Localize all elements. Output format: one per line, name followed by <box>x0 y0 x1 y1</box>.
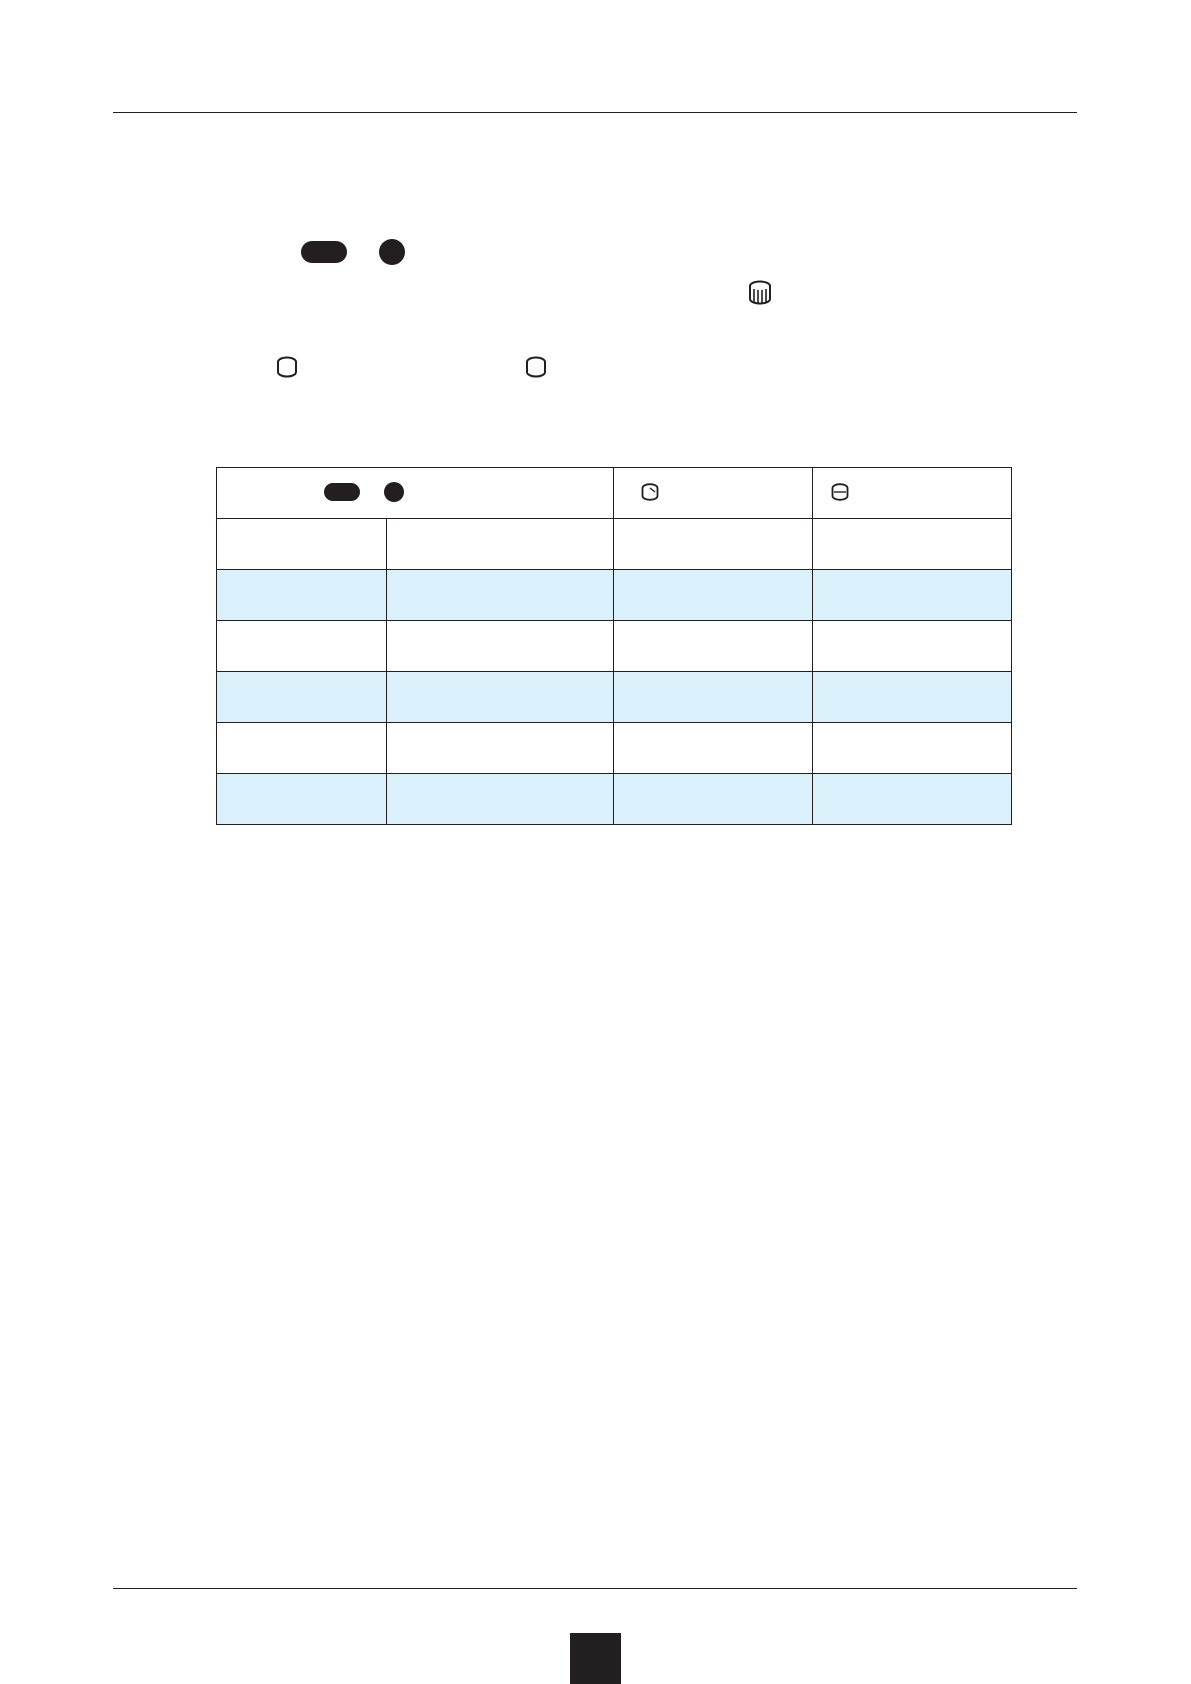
settings-table <box>216 467 1012 825</box>
pill-button-icon <box>324 483 360 501</box>
knurled-knob-icon <box>748 280 772 306</box>
table-cell <box>813 672 1012 723</box>
table-header-cell <box>813 468 1012 519</box>
table-cell <box>614 774 813 825</box>
table-cell <box>217 621 387 672</box>
table-cell <box>387 519 614 570</box>
table-cell <box>217 672 387 723</box>
page-number-tab <box>570 1633 621 1684</box>
table-row <box>217 621 1012 672</box>
table-cell <box>813 621 1012 672</box>
table-header-row <box>217 468 1012 519</box>
round-button-icon <box>379 239 405 265</box>
table-cell <box>614 621 813 672</box>
table-cell <box>813 570 1012 621</box>
table-header-cell <box>217 468 614 519</box>
table-row <box>217 672 1012 723</box>
knob-icon <box>525 356 547 378</box>
table-cell <box>387 672 614 723</box>
footer-rule <box>113 1588 1077 1589</box>
table-cell <box>614 519 813 570</box>
table-cell <box>387 570 614 621</box>
table-cell <box>813 723 1012 774</box>
header-rule <box>113 112 1077 113</box>
table-row <box>217 570 1012 621</box>
table-row <box>217 519 1012 570</box>
round-button-icon <box>384 482 404 502</box>
table-cell <box>813 774 1012 825</box>
table-cell <box>614 723 813 774</box>
table-cell <box>387 723 614 774</box>
table-cell <box>217 519 387 570</box>
table-cell <box>387 621 614 672</box>
knob-icon <box>831 483 849 501</box>
table-cell <box>217 570 387 621</box>
table-cell <box>387 774 614 825</box>
table-cell <box>813 519 1012 570</box>
table-cell <box>217 774 387 825</box>
knob-icon <box>641 483 659 501</box>
table-cell <box>614 570 813 621</box>
table-header-cell <box>614 468 813 519</box>
table-cell <box>217 723 387 774</box>
table-row <box>217 723 1012 774</box>
pill-button-icon <box>301 241 347 263</box>
knob-icon <box>276 356 298 378</box>
table-cell <box>614 672 813 723</box>
table-row <box>217 774 1012 825</box>
